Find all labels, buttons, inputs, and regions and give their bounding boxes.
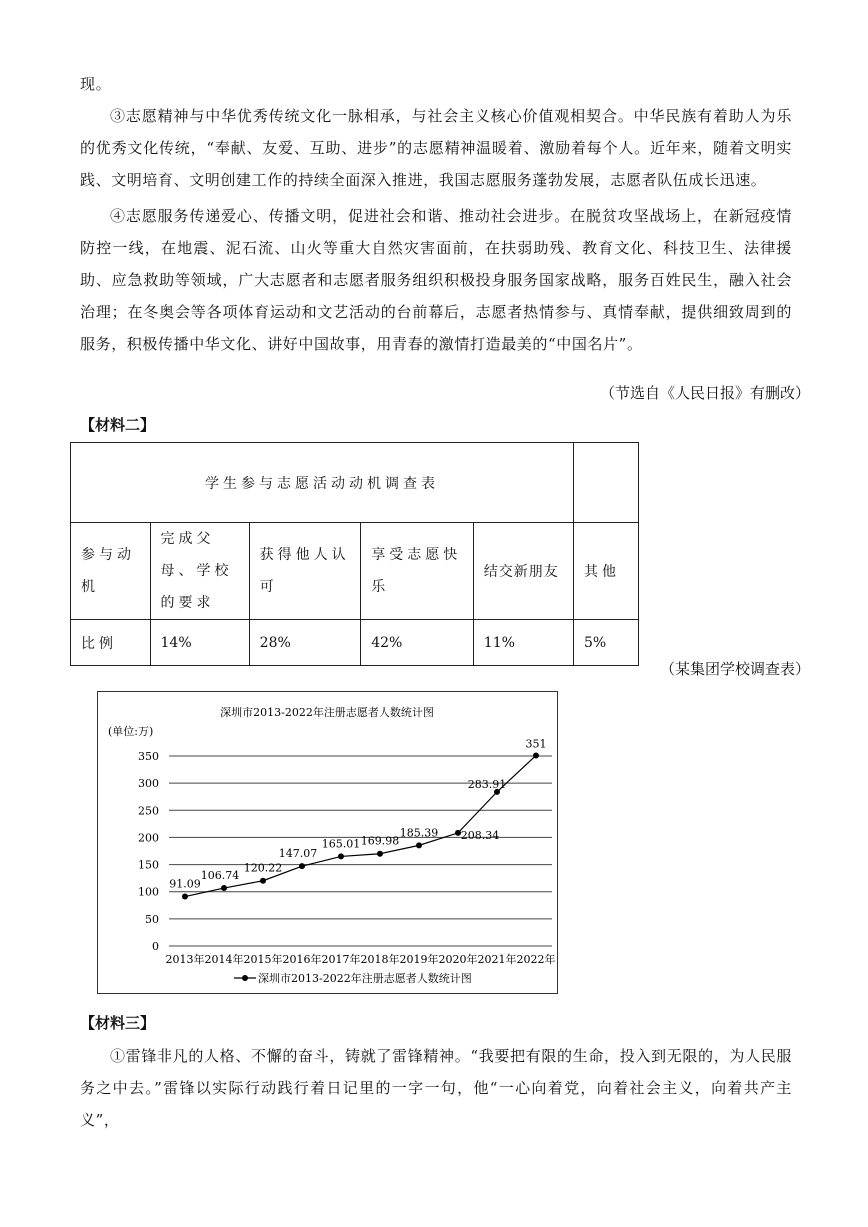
x-tick-label: 2017年 [321, 953, 361, 966]
paragraph-continued: 现。 [80, 75, 112, 93]
x-tick-label: 2019年 [399, 953, 439, 966]
y-tick-label: 100 [138, 885, 159, 899]
table-header-cell: 其他 [574, 523, 639, 620]
data-point [338, 853, 344, 859]
data-label: 208.34 [460, 828, 500, 842]
line-chart [98, 692, 557, 993]
table-value-cell: 11% [473, 620, 573, 666]
survey-table [70, 442, 639, 666]
x-tick-label: 2020年 [438, 953, 478, 966]
data-point [416, 842, 422, 848]
line-chart-frame [97, 691, 558, 994]
x-tick-label: 2013年 [165, 953, 205, 966]
data-point [377, 851, 383, 857]
data-point [182, 894, 188, 900]
survey-table-title: 学生参与志愿活动动机调查表 [71, 443, 574, 523]
x-tick-label: 2015年 [243, 953, 283, 966]
legend-entry: 深圳市2013-2022年注册志愿者人数统计图 [258, 972, 472, 985]
data-label: 120.22 [243, 861, 283, 875]
table-value-cell: 5% [574, 620, 639, 666]
y-tick-label: 150 [138, 858, 159, 872]
data-point [299, 863, 305, 869]
data-label: 165.01 [321, 837, 361, 851]
data-label: 91.09 [169, 877, 201, 891]
table-header-cell: 参与动机 [71, 523, 151, 620]
source-citation: （节选自《人民日报》有删改） [599, 384, 810, 402]
y-tick-label: 250 [138, 804, 159, 818]
table-header-cell: 获得他人认可 [249, 523, 361, 620]
legend-marker-icon [242, 975, 248, 981]
data-label: 169.98 [360, 834, 400, 848]
data-label: 106.74 [200, 869, 240, 883]
x-tick-label: 2021年 [477, 953, 517, 966]
data-point [221, 885, 227, 891]
paragraph-4: ④志愿服务传递爱心、传播文明，促进社会和谐、推动社会进步。在脱贫攻坚战场上，在新冠疫情防控一线，在地震、泥石流、山火等重大自然灾害面前，在扶弱助残、教育文化、科技卫生、法律援助、应急救助等领域，广大志愿者和志愿者服务组织积极投身服务国家战略，服务百姓民生，融入社会治理；在冬奥会等各项体育运动和文艺活动的台前幕后，志愿者热情参与、真情奉献，提供细致周到的服务，积极传播中华文化、讲好中国故事，用青春的激情打造最美的“中国名片”。 [80, 207, 792, 353]
data-point [533, 752, 539, 758]
table-header-cell: 享受志愿快乐 [361, 523, 474, 620]
table-source: （某集团学校调查表） [659, 660, 810, 678]
table-header-cell: 完成父母、学校的要求 [150, 523, 249, 620]
x-tick-label: 2016年 [282, 953, 322, 966]
x-tick-label: 2022年 [516, 953, 556, 966]
y-tick-label: 300 [138, 777, 159, 791]
table-row-label: 比例 [71, 620, 151, 666]
y-tick-label: 350 [138, 750, 159, 763]
data-label: 351 [525, 737, 547, 751]
survey-table-corner [574, 443, 639, 523]
y-tick-label: 0 [152, 940, 159, 953]
table-value-cell: 42% [361, 620, 474, 666]
paragraph-3: ③志愿精神与中华优秀传统文化一脉相承，与社会主义核心价值观相契合。中华民族有着助人为乐的优秀文化传统，“奉献、友爱、互助、进步”的志愿精神温暖着、激励着每个人。近年来，随着文明实践、文明培育、文明创建工作的持续全面深入推进，我国志愿服务蓬勃发展，志愿者队伍成长迅速。 [80, 107, 792, 189]
y-tick-label: 50 [145, 912, 159, 926]
table-header-cell: 结交新朋友 [473, 523, 573, 620]
data-label: 185.39 [399, 826, 439, 840]
material-two-label: 【材料二】 [80, 416, 156, 434]
paragraph-material-three: ①雷锋非凡的人格、不懈的奋斗，铸就了雷锋精神。“我要把有限的生命，投入到无限的，为人民服务之中去。”雷锋以实际行动践行着日记里的一字一句，他“一心向着党，向着社会主义，向着共产主义”， [80, 1047, 792, 1129]
x-tick-label: 2014年 [204, 953, 244, 966]
data-point [260, 878, 266, 884]
table-value-cell: 28% [249, 620, 361, 666]
chart-title: 深圳市2013-2022年注册志愿者人数统计图 [220, 706, 434, 719]
y-tick-label: 200 [138, 831, 159, 845]
data-label: 147.07 [278, 847, 318, 861]
y-axis-unit-label: (单位:万) [108, 725, 154, 738]
table-value-cell: 14% [150, 620, 249, 666]
material-three-label: 【材料三】 [80, 1014, 156, 1032]
x-tick-label: 2018年 [360, 953, 400, 966]
data-label: 283.91 [467, 777, 507, 791]
